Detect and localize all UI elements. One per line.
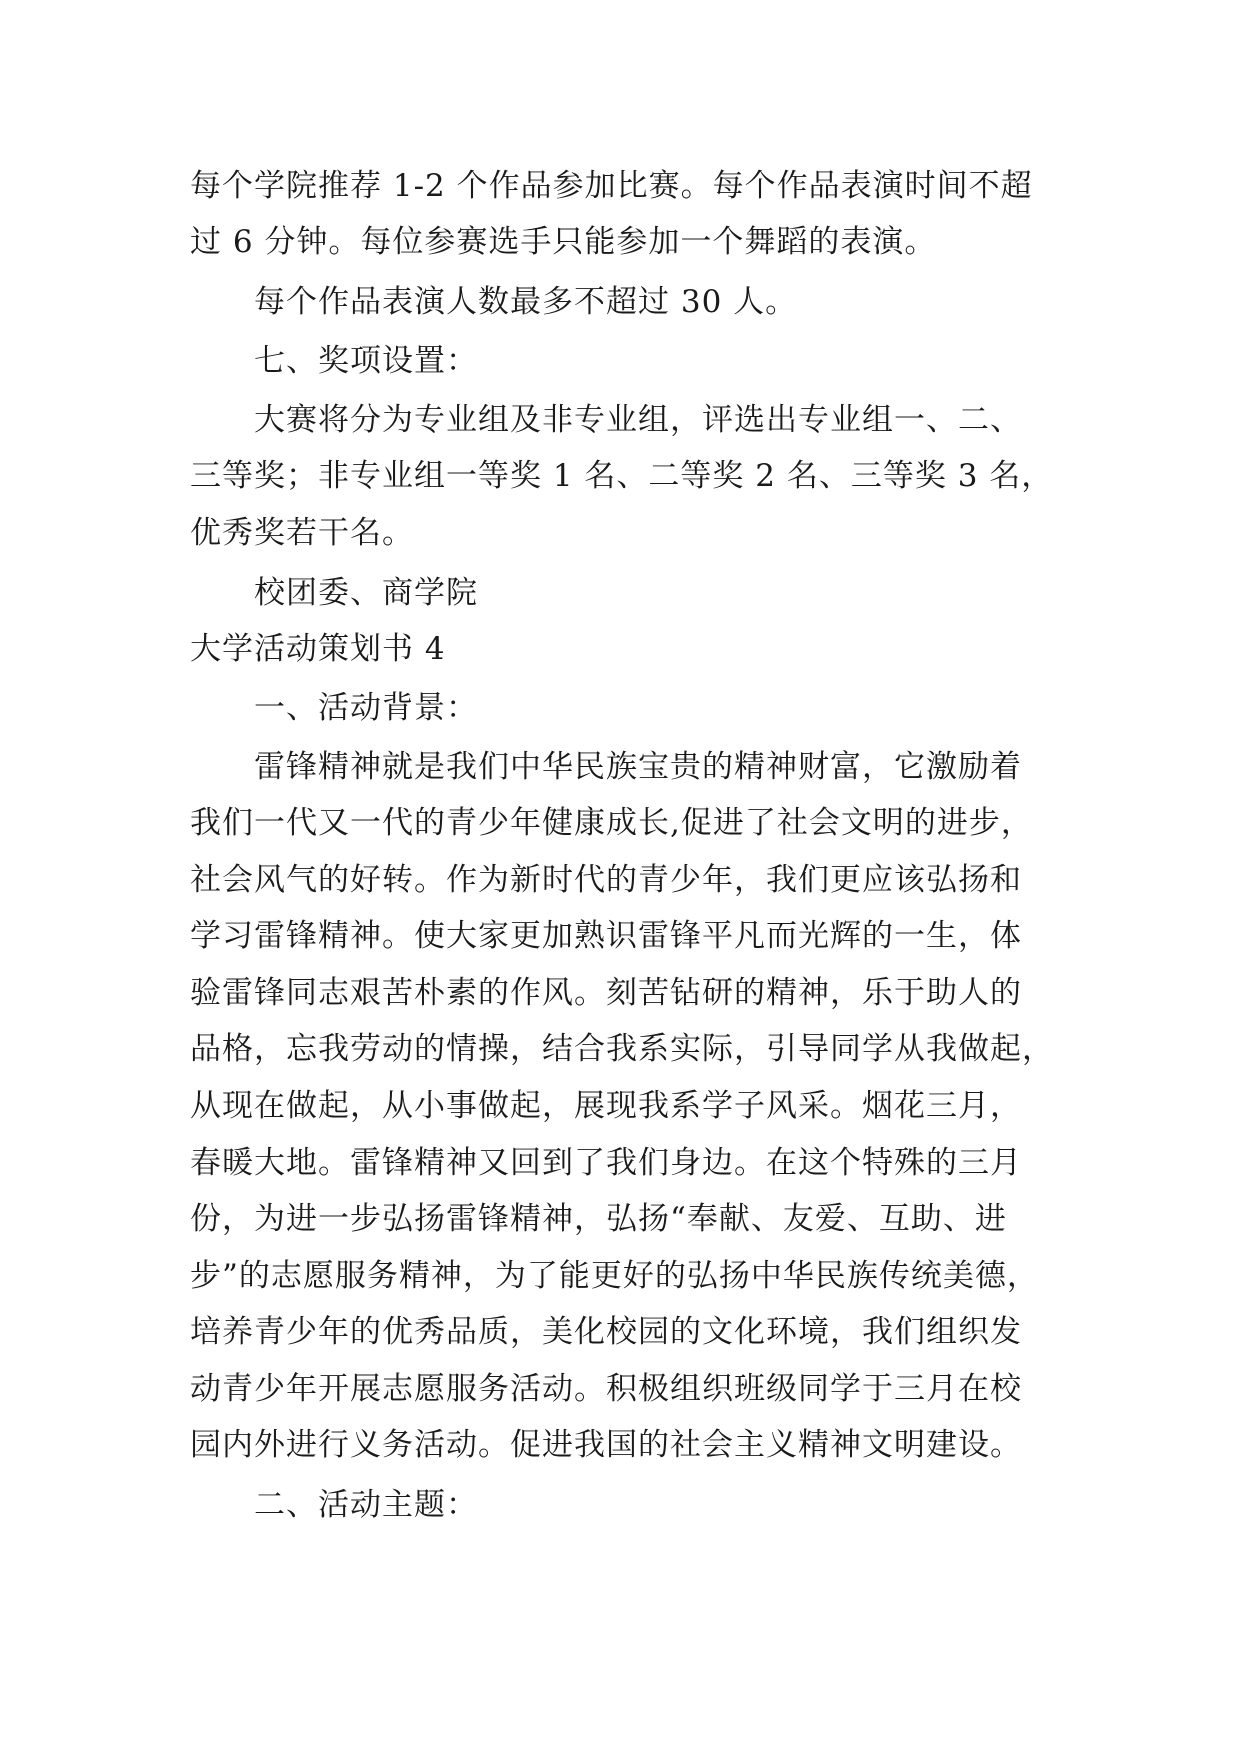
paragraph-line-13: 社会风气的好转。作为新时代的青少年，我们更应该弘扬和: [190, 862, 1022, 898]
section-heading-awards: 七、奖项设置：: [254, 343, 478, 379]
paragraph-line-15: 验雷锋同志艰苦朴素的作风。刻苦钻研的精神，乐于助人的: [190, 975, 1022, 1011]
paragraph-line-6: 三等奖；非专业组一等奖 1 名、二等奖 2 名、三等奖 3 名，: [190, 458, 1054, 494]
paragraph-line-1: 每个学院推荐 1-2 个作品参加比赛。每个作品表演时间不超: [190, 168, 1033, 204]
paragraph-line-22: 动青少年开展志愿服务活动。积极组织班级同学于三月在校: [190, 1371, 1022, 1407]
paragraph-line-18: 春暖大地。雷锋精神又回到了我们身边。在这个特殊的三月: [190, 1145, 1022, 1181]
paragraph-line-14: 学习雷锋精神。使大家更加熟识雷锋平凡而光辉的一生，体: [190, 918, 1022, 954]
section-heading-background: 一、活动背景：: [254, 690, 478, 726]
section-heading-theme: 二、活动主题：: [254, 1487, 478, 1523]
paragraph-line-2: 过 6 分钟。每位参赛选手只能参加一个舞蹈的表演。: [190, 224, 937, 260]
paragraph-line-5: 大赛将分为专业组及非专业组，评选出专业组一、二、: [254, 402, 1022, 438]
paragraph-line-11: 雷锋精神就是我们中华民族宝贵的精神财富，它激励着: [254, 749, 1022, 785]
paragraph-line-17: 从现在做起，从小事做起，展现我系学子风采。烟花三月，: [190, 1088, 1022, 1124]
paragraph-line-7: 优秀奖若干名。: [190, 515, 414, 551]
paragraph-line-19: 份，为进一步弘扬雷锋精神，弘扬“奉献、友爱、互助、进: [190, 1201, 1007, 1237]
paragraph-line-16: 品格，忘我劳动的情操，结合我系实际，引导同学从我做起，: [190, 1031, 1054, 1067]
paragraph-line-23: 园内外进行义务活动。促进我国的社会主义精神文明建设。: [190, 1427, 1022, 1463]
document-title: 大学活动策划书 4: [190, 631, 446, 667]
paragraph-line-20: 步”的志愿服务精神，为了能更好的弘扬中华民族传统美德，: [190, 1258, 1039, 1294]
signature-organizer: 校团委、商学院: [254, 575, 478, 611]
paragraph-line-3: 每个作品表演人数最多不超过 30 人。: [254, 284, 798, 320]
paragraph-line-12: 我们一代又一代的青少年健康成长,促进了社会文明的进步，: [190, 805, 1033, 841]
paragraph-line-21: 培养青少年的优秀品质，美化校园的文化环境，我们组织发: [190, 1314, 1022, 1350]
